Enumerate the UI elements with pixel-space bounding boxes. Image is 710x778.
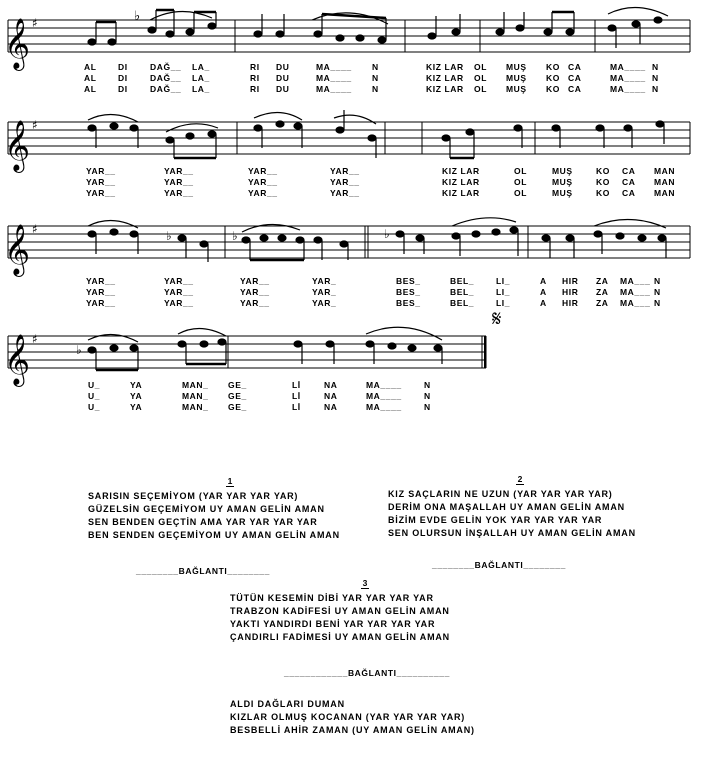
refrain-label-2: ________BAĞLANTI________	[432, 560, 566, 570]
lyric-syllable: YAR_	[312, 276, 337, 286]
lyric-syllable: KO	[596, 188, 610, 198]
lyric-syllable: KO	[546, 73, 560, 83]
segno-icon	[492, 307, 501, 332]
lyric-syllable: YAR__	[330, 166, 360, 176]
refrain	[230, 698, 475, 737]
lyric-syllable: N	[652, 62, 659, 72]
lyric-syllable: N	[424, 402, 431, 412]
lyric-syllable: MA___	[620, 276, 651, 286]
lyric-syllable: BES_	[396, 298, 421, 308]
verse-line: SEN OLURSUN İNŞALLAH UY AMAN GELİN AMAN	[388, 528, 636, 538]
lyric-syllable: LI_	[496, 287, 511, 297]
lyric-syllable: YAR__	[86, 177, 116, 187]
lyric-syllable: ZA	[596, 276, 609, 286]
lyric-syllable: DU	[276, 73, 290, 83]
lyric-syllable: KIZ LAR	[426, 73, 464, 83]
verse-line: YAKTI YANDIRDI BENİ YAR YAR YAR YAR	[230, 619, 436, 629]
lyric-syllable: HIR	[562, 287, 579, 297]
verse-2	[388, 488, 636, 540]
lyric-syllable: YAR_	[312, 298, 337, 308]
lyric-syllable: CA	[568, 84, 582, 94]
lyric-syllable: YA	[130, 391, 143, 401]
lyric-syllable: KIZ LAR	[442, 177, 480, 187]
lyric-syllable: BEL_	[450, 276, 475, 286]
lyric-syllable: GE_	[228, 380, 247, 390]
lyric-syllable: YAR__	[164, 287, 194, 297]
lyric-syllable: LI_	[496, 276, 511, 286]
lyric-syllable: N	[654, 298, 661, 308]
lyric-syllable: OL	[474, 84, 488, 94]
lyric-syllable: N	[654, 287, 661, 297]
lyric-syllable: MAN	[654, 166, 676, 176]
lyric-syllable: DU	[276, 62, 290, 72]
verse-1	[88, 490, 340, 542]
lyric-syllable: CA	[568, 73, 582, 83]
lyric-syllable: N	[652, 84, 659, 94]
lyric-syllable: LA_	[192, 62, 210, 72]
lyric-syllable: MA____	[366, 380, 402, 390]
refrain-line: ALDI DAĞLARI DUMAN	[230, 699, 345, 709]
lyric-syllable: DAĞ__	[150, 84, 182, 94]
lyric-syllable: GE_	[228, 402, 247, 412]
lyric-syllable: OL	[474, 73, 488, 83]
lyric-syllable: A	[540, 298, 547, 308]
lyric-syllable: N	[424, 391, 431, 401]
svg-text:𝄞: 𝄞	[4, 120, 31, 171]
lyric-syllable: Lİ	[292, 402, 301, 412]
lyric-syllable: MUŞ	[552, 188, 573, 198]
lyric-syllable: U_	[88, 391, 101, 401]
lyric-syllable: CA	[622, 177, 636, 187]
lyric-syllable: RI	[250, 73, 260, 83]
lyric-syllable: N	[654, 276, 661, 286]
lyric-syllable: MAN	[654, 177, 676, 187]
lyric-syllable: YAR_	[312, 287, 337, 297]
lyric-syllable: MA____	[366, 391, 402, 401]
lyric-syllable: MA____	[610, 84, 646, 94]
lyric-syllable: YAR__	[248, 166, 278, 176]
verse-line: DERİM ONA MAŞALLAH UY AMAN GELİN AMAN	[388, 502, 625, 512]
verse-line: TÜTÜN KESEMİN DİBİ YAR YAR YAR YAR	[230, 593, 434, 603]
lyric-syllable: U_	[88, 402, 101, 412]
svg-text:𝄞: 𝄞	[4, 334, 31, 385]
lyric-syllable: OL	[474, 62, 488, 72]
lyric-syllable: OL	[514, 188, 528, 198]
lyric-syllable: KIZ LAR	[442, 188, 480, 198]
verse-line: BİZİM EVDE GELİN YOK YAR YAR YAR YAR	[388, 515, 603, 525]
lyric-syllable: ZA	[596, 287, 609, 297]
lyric-syllable: MUŞ	[506, 73, 527, 83]
svg-text:♭: ♭	[76, 343, 82, 357]
lyric-syllable: MA___	[620, 287, 651, 297]
lyric-syllable: KO	[596, 177, 610, 187]
lyric-syllable: YAR__	[86, 166, 116, 176]
verses-section	[0, 440, 710, 778]
lyric-syllable: YAR__	[86, 287, 116, 297]
lyric-syllable: N	[652, 73, 659, 83]
staff-1	[8, 20, 690, 52]
lyric-syllable: MAN_	[182, 402, 209, 412]
lyric-syllable: MA____	[610, 62, 646, 72]
verse-line: SARISIN SEÇEMİYOM (YAR YAR YAR YAR)	[88, 491, 299, 501]
verse-line: BEN SENDEN GEÇEMİYOM UY AMAN GELİN AMAN	[88, 530, 340, 540]
lyric-syllable: N	[424, 380, 431, 390]
lyric-syllable: LA_	[192, 73, 210, 83]
lyric-syllable: KIZ LAR	[442, 166, 480, 176]
lyric-syllable: DU	[276, 84, 290, 94]
lyric-syllable: CA	[622, 188, 636, 198]
lyric-syllable: CA	[622, 166, 636, 176]
lyric-syllable: RI	[250, 84, 260, 94]
svg-text:♭: ♭	[232, 229, 238, 243]
svg-text:♭: ♭	[134, 9, 141, 24]
lyric-syllable: NA	[324, 402, 338, 412]
treble-clef-icon	[4, 18, 30, 387]
lyric-syllable: DI	[118, 84, 128, 94]
verse-line: KIZ SAÇLARIN NE UZUN (YAR YAR YAR YAR)	[388, 489, 613, 499]
lyric-syllable: YAR__	[164, 188, 194, 198]
lyric-syllable: N	[372, 73, 379, 83]
lyric-syllable: BEL_	[450, 298, 475, 308]
lyric-syllable: ZA	[596, 298, 609, 308]
lyric-syllable: AL	[84, 73, 97, 83]
lyric-syllable: MA____	[610, 73, 646, 83]
lyric-syllable: YAR__	[86, 276, 116, 286]
lyric-syllable: YAR__	[330, 188, 360, 198]
lyric-syllable: MAN	[654, 188, 676, 198]
lyric-syllable: AL	[84, 62, 97, 72]
notes-system-2	[88, 110, 664, 158]
verse-1-number: 1	[227, 476, 233, 486]
key-sharp-icon	[32, 16, 38, 346]
lyric-syllable: DAĞ__	[150, 62, 182, 72]
refrain-line: KIZLAR OLMUŞ KOCANAN (YAR YAR YAR YAR)	[230, 712, 466, 722]
lyric-syllable: A	[540, 276, 547, 286]
refrain-line: BESBELLİ AHİR ZAMAN (UY AMAN GELİN AMAN)	[230, 725, 475, 735]
lyric-syllable: KO	[546, 62, 560, 72]
refrain-label-1: ________BAĞLANTI________	[136, 566, 270, 576]
lyric-syllable: YAR__	[164, 177, 194, 187]
notes-system-3	[88, 218, 666, 262]
lyric-syllable: MA____	[316, 84, 352, 94]
lyric-syllable: NA	[324, 391, 338, 401]
refrain-label-3: ____________BAĞLANTI__________	[284, 668, 450, 678]
verse-2-number: 2	[517, 474, 523, 484]
lyric-syllable: HIR	[562, 298, 579, 308]
lyric-syllable: N	[372, 62, 379, 72]
lyric-syllable: A	[540, 287, 547, 297]
verse-line: SEN BENDEN GEÇTİN AMA YAR YAR YAR YAR	[88, 517, 318, 527]
verse-3-number: 3	[362, 578, 368, 588]
verse-line: ÇANDIRLI FADİMESİ UY AMAN GELİN AMAN	[230, 632, 450, 642]
lyric-syllable: MAN_	[182, 380, 209, 390]
svg-text:♭: ♭	[384, 227, 390, 241]
lyric-syllable: MA___	[620, 298, 651, 308]
lyric-syllable: BES_	[396, 276, 421, 286]
lyric-syllable: YAR__	[240, 276, 270, 286]
lyric-syllable: LA_	[192, 84, 210, 94]
lyric-syllable: MAN_	[182, 391, 209, 401]
lyric-syllable: DAĞ__	[150, 73, 182, 83]
lyric-syllable: MA____	[316, 73, 352, 83]
svg-text:𝄞: 𝄞	[4, 224, 31, 275]
lyric-syllable: YAR__	[248, 188, 278, 198]
lyric-syllable: KIZ LAR	[426, 84, 464, 94]
lyric-syllable: BEL_	[450, 287, 475, 297]
lyric-syllable: YAR__	[164, 298, 194, 308]
lyric-syllable: YAR__	[86, 188, 116, 198]
lyric-syllable: YAR__	[330, 177, 360, 187]
lyric-syllable: MUŞ	[506, 62, 527, 72]
svg-text:♯: ♯	[32, 16, 38, 30]
lyric-syllable: GE_	[228, 391, 247, 401]
lyric-syllable: BES_	[396, 287, 421, 297]
svg-text:♯: ♯	[32, 222, 38, 236]
lyric-syllable: MA____	[316, 62, 352, 72]
lyric-syllable: OL	[514, 177, 528, 187]
svg-text:𝄞: 𝄞	[4, 18, 31, 69]
notes-system-4	[76, 327, 442, 370]
verse-3	[230, 592, 450, 644]
lyric-syllable: OL	[514, 166, 528, 176]
lyric-syllable: MA____	[366, 402, 402, 412]
lyric-syllable: DI	[118, 73, 128, 83]
lyric-syllable: Lİ	[292, 380, 301, 390]
svg-text:♭: ♭	[166, 229, 172, 243]
lyric-syllable: NA	[324, 380, 338, 390]
lyric-syllable: KO	[596, 166, 610, 176]
lyric-syllable: YAR__	[86, 298, 116, 308]
lyric-syllable: DI	[118, 62, 128, 72]
lyric-syllable: HIR	[562, 276, 579, 286]
lyric-syllable: LI_	[496, 298, 511, 308]
lyric-syllable: MUŞ	[552, 166, 573, 176]
lyric-syllable: YAR__	[240, 287, 270, 297]
lyric-syllable: KIZ LAR	[426, 62, 464, 72]
lyric-syllable: AL	[84, 84, 97, 94]
lyric-syllable: Lİ	[292, 391, 301, 401]
lyric-syllable: RI	[250, 62, 260, 72]
lyric-syllable: KO	[546, 84, 560, 94]
svg-text:♯: ♯	[32, 332, 38, 346]
lyric-syllable: MUŞ	[552, 177, 573, 187]
lyric-syllable: CA	[568, 62, 582, 72]
verse-line: TRABZON KADİFESİ UY AMAN GELİN AMAN	[230, 606, 450, 616]
lyric-syllable: YA	[130, 402, 143, 412]
lyric-syllable: YAR__	[240, 298, 270, 308]
lyric-syllable: YAR__	[164, 166, 194, 176]
lyric-syllable: N	[372, 84, 379, 94]
svg-text:𝄋: 𝄋	[492, 307, 502, 332]
verse-line: GÜZELSİN GEÇEMİYOM UY AMAN GELİN AMAN	[88, 504, 325, 514]
svg-text:♯: ♯	[32, 118, 38, 132]
lyric-syllable: MUŞ	[506, 84, 527, 94]
lyric-syllable: YAR__	[248, 177, 278, 187]
lyric-syllable: YA	[130, 380, 143, 390]
lyric-syllable: U_	[88, 380, 101, 390]
lyric-syllable: YAR__	[164, 276, 194, 286]
